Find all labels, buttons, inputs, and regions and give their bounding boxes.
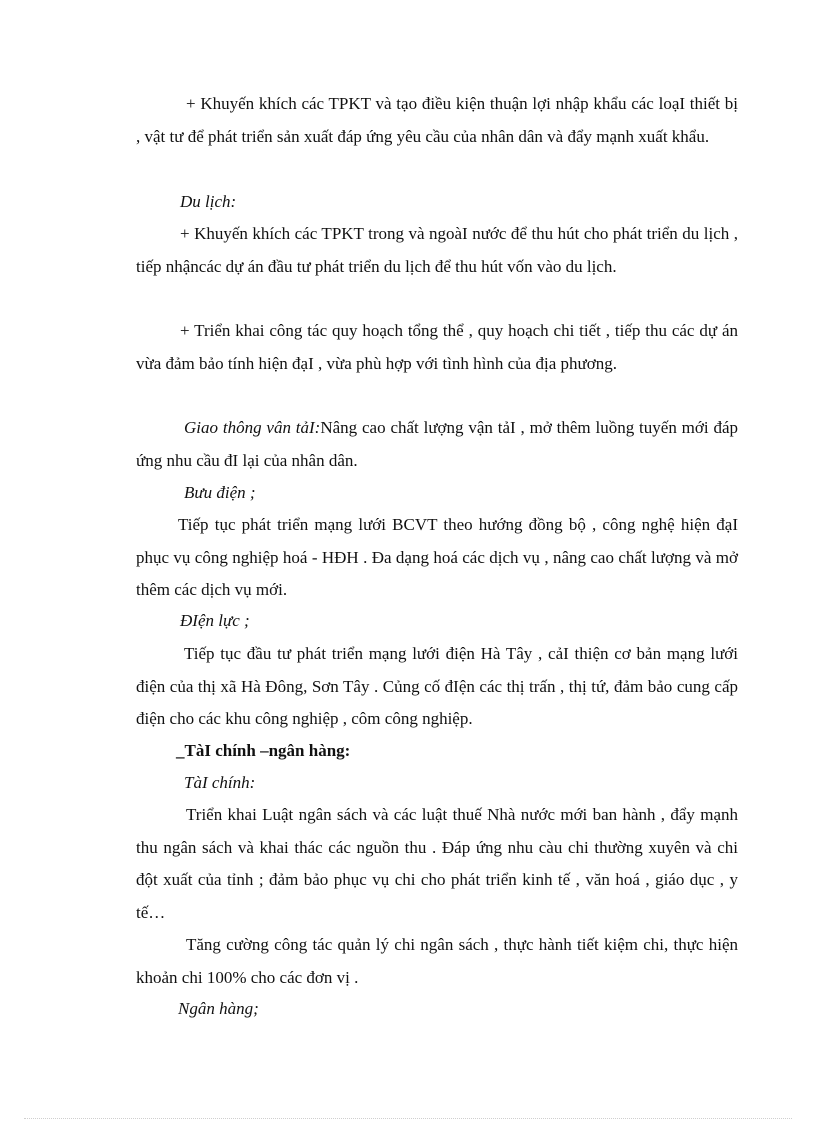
- page-bottom-rule: [24, 1118, 792, 1119]
- paragraph-postal: Tiếp tục phát triển mạng lưới BCVT theo hướng đồng bộ , công nghệ hiện đạI phục vụ công nghiệp hoá - HĐH . Đa dạng hoá các dịch vụ , nâng cao chất lượng và mở thêm các dịch vụ mới.: [136, 515, 738, 599]
- heading-tai-chinh: TàI chính:: [184, 773, 256, 792]
- paragraph-import-incentives: + Khuyến khích các TPKT và tạo điều kiện thuận lợi nhập khẩu các loạI thiết bị , vật tư để phát triển sản xuất đáp ứng yêu cầu của nhân dân và đẩy mạnh xuất khẩu.: [136, 94, 738, 146]
- heading-buu-dien: Bưu điện ;: [184, 483, 256, 502]
- heading-giao-thong: Giao thông vân tảI:: [184, 418, 321, 437]
- paragraph-electricity: Tiếp tục đầu tư phát triển mạng lưới điện Hà Tây , cảI thiện cơ bản mạng lưới điện của thị xã Hà Đông, Sơn Tây . Củng cố đIện các thị trấn , thị tứ, đảm bảo cung cấp điện cho các khu công nghiệp , côm công nghiệp.: [136, 644, 738, 728]
- paragraph-planning: + Triển khai công tác quy hoạch tổng thể , quy hoạch chi tiết , tiếp thu các dự án vừa đảm bảo tính hiện đạI , vừa phù hợp với tình hình của địa phương.: [136, 321, 738, 373]
- heading-finance-banking: _TàI chính –ngân hàng:: [176, 741, 351, 760]
- paragraph-transport: [136, 412, 738, 477]
- paragraph-transport-text: Nâng cao chất lượng vận tảI , mở thêm luồng tuyến mới đáp ứng nhu cầu đI lại của nhân dân.: [136, 418, 738, 470]
- paragraph-budget-law: Triển khai Luật ngân sách và các luật thuế Nhà nước mới ban hành , đẩy mạnh thu ngân sách và khai thác các nguồn thu . Đáp ứng nhu càu chi thường xuyên và chi đột xuất của tỉnh ; đảm bảo phục vụ chi cho phát triển kinh tế , văn hoá , giáo dục , y tế…: [136, 805, 738, 922]
- heading-dien-luc: ĐIện lực ;: [180, 611, 250, 630]
- heading-ngan-hang: Ngân hàng;: [178, 999, 259, 1018]
- paragraph-tourism-investment: + Khuyến khích các TPKT trong và ngoàI nước để thu hút cho phát triển du lịch , tiếp nhậncác dự án đầu tư phát triển du lịch để thu hút vốn vào du lịch.: [136, 224, 738, 276]
- heading-du-lich: Du lịch:: [180, 192, 237, 211]
- paragraph-spending-management: Tăng cường công tác quản lý chi ngân sách , thực hành tiết kiệm chi, thực hiện khoản chi 100% cho các đơn vị .: [136, 935, 738, 987]
